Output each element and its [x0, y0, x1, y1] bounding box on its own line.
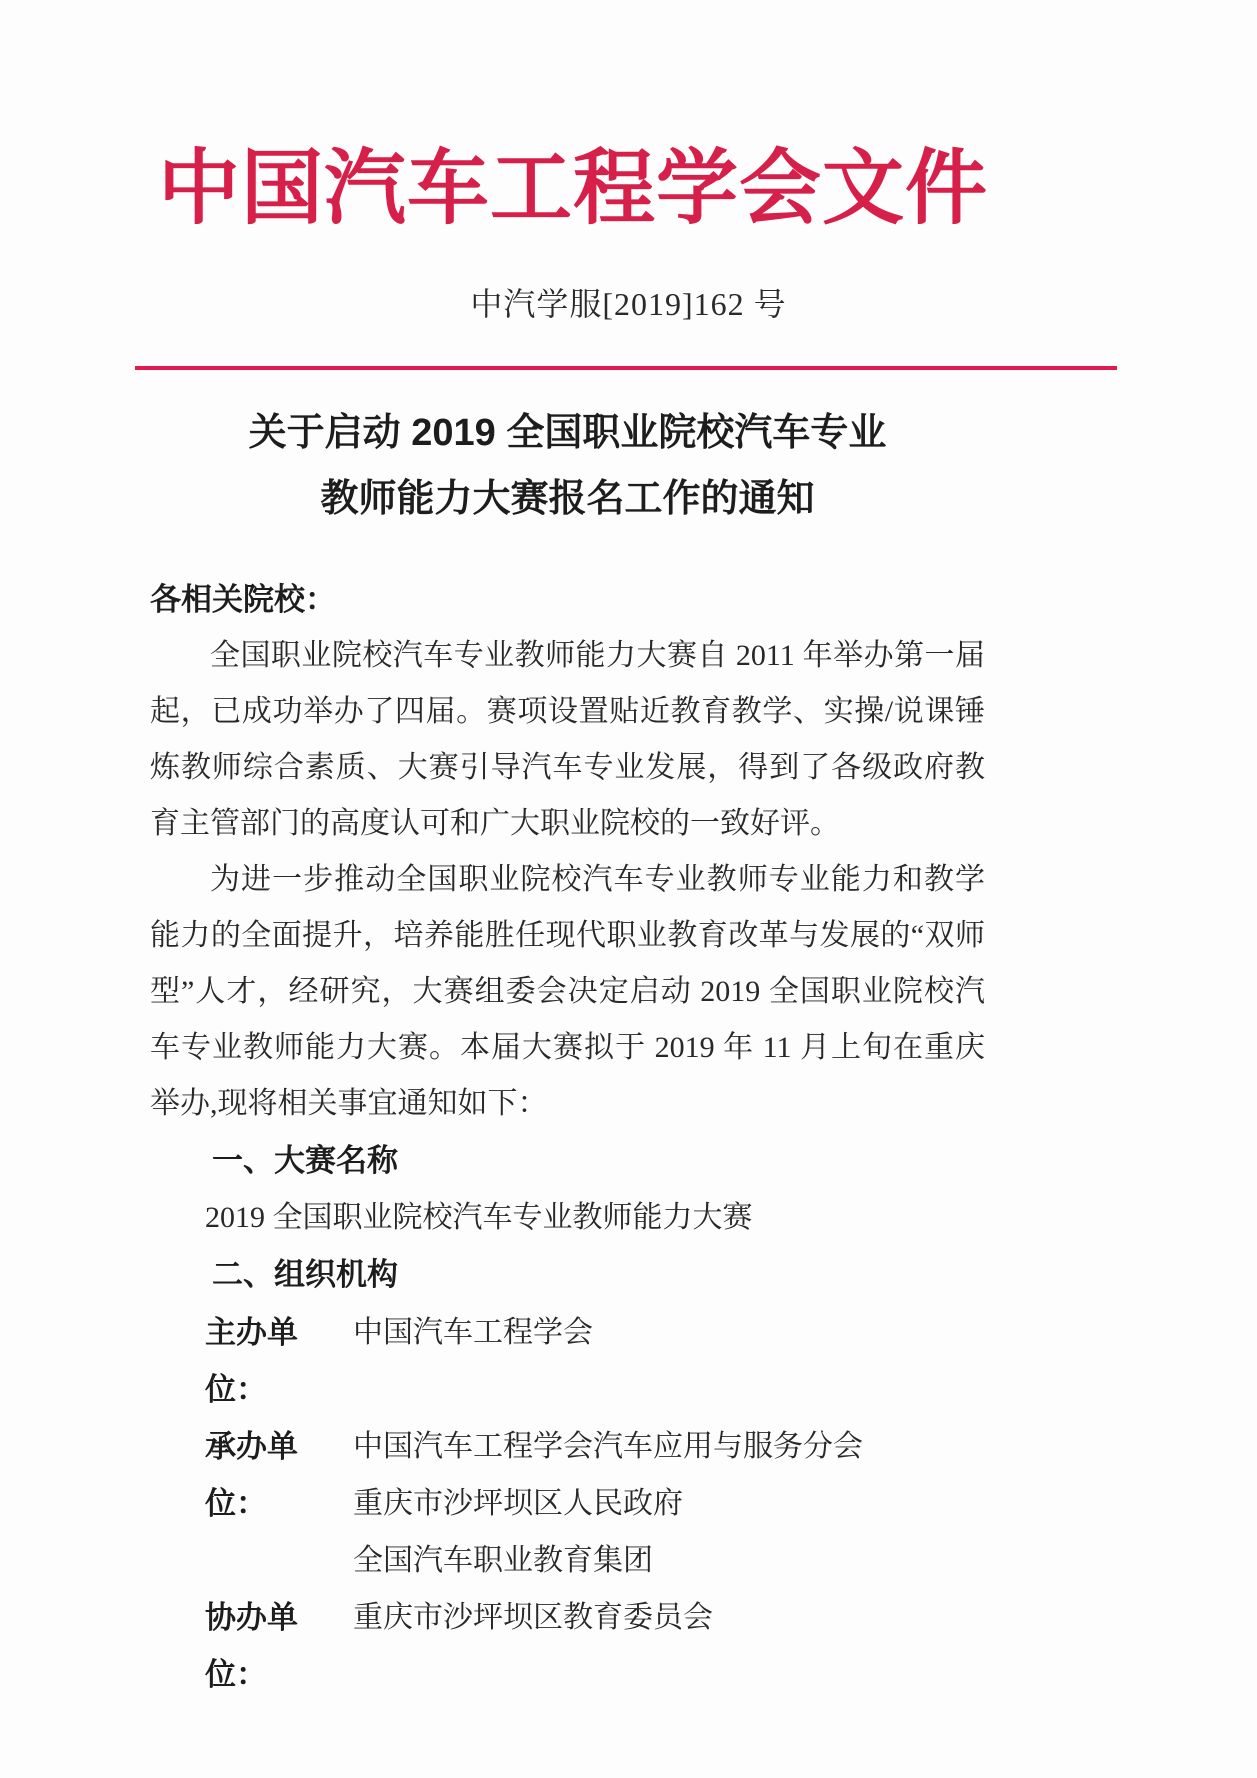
org-row-organizer	[150, 1418, 985, 1589]
organizer-unit-value-3: 全国汽车职业教育集团	[353, 1544, 653, 1578]
organizer-unit-value-1: 中国汽车工程学会汽车应用与服务分会	[353, 1430, 863, 1464]
document-reference-number: 中汽学服[2019]162 号	[470, 286, 787, 323]
notice-title-line-1: 关于启动 2019 全国职业院校汽车专业	[248, 412, 887, 455]
section-heading-organization: 二、组织机构	[212, 1257, 398, 1293]
host-unit-label: 主办单位：	[205, 1315, 298, 1408]
salutation: 各相关院校：	[150, 582, 336, 618]
organizer-unit-label: 承办单位：	[205, 1429, 298, 1522]
red-divider-rule	[135, 366, 1117, 370]
org-row-host	[150, 1304, 985, 1418]
host-unit-values	[353, 1304, 985, 1361]
organizer-unit-value-2: 重庆市沙坪坝区人民政府	[353, 1487, 683, 1521]
co-organizer-unit-values	[353, 1589, 985, 1646]
co-organizer-unit-value: 重庆市沙坪坝区教育委员会	[353, 1601, 713, 1635]
host-unit-value: 中国汽车工程学会	[353, 1316, 593, 1350]
body-paragraph-1: 全国职业院校汽车专业教师能力大赛自 2011 年举办第一届起，已成功举办了四届。赛项设置贴近教育教学、实操/说课锤炼教师综合素质、大赛引导汽车专业发展，得到了各级政府教育主管部门的高度认可和广大职业院校的一致好评。	[150, 639, 985, 841]
org-row-co-organizer	[150, 1589, 985, 1703]
competition-name-line: 2019 全国职业院校汽车专业教师能力大赛	[205, 1201, 753, 1235]
agency-header: 中国汽车工程学会文件	[158, 143, 989, 234]
notice-title-line-2: 教师能力大赛报名工作的通知	[320, 478, 815, 521]
section-heading-competition-name: 一、大赛名称	[212, 1143, 398, 1179]
document-body	[150, 572, 985, 1703]
co-organizer-unit-label: 协办单位：	[205, 1600, 298, 1693]
notice-title	[150, 400, 985, 532]
organizer-unit-values	[353, 1418, 985, 1589]
body-paragraph-2: 为进一步推动全国职业院校汽车专业教师专业能力和教学能力的全面提升，培养能胜任现代职业教育改革与发展的“双师型”人才，经研究，大赛组委会决定启动 2019 全国职业院校汽车专业教师能力大赛。本届大赛拟于 2019 年 11 月上旬在重庆举办,现将相关事宜通知如下：	[150, 863, 985, 1121]
